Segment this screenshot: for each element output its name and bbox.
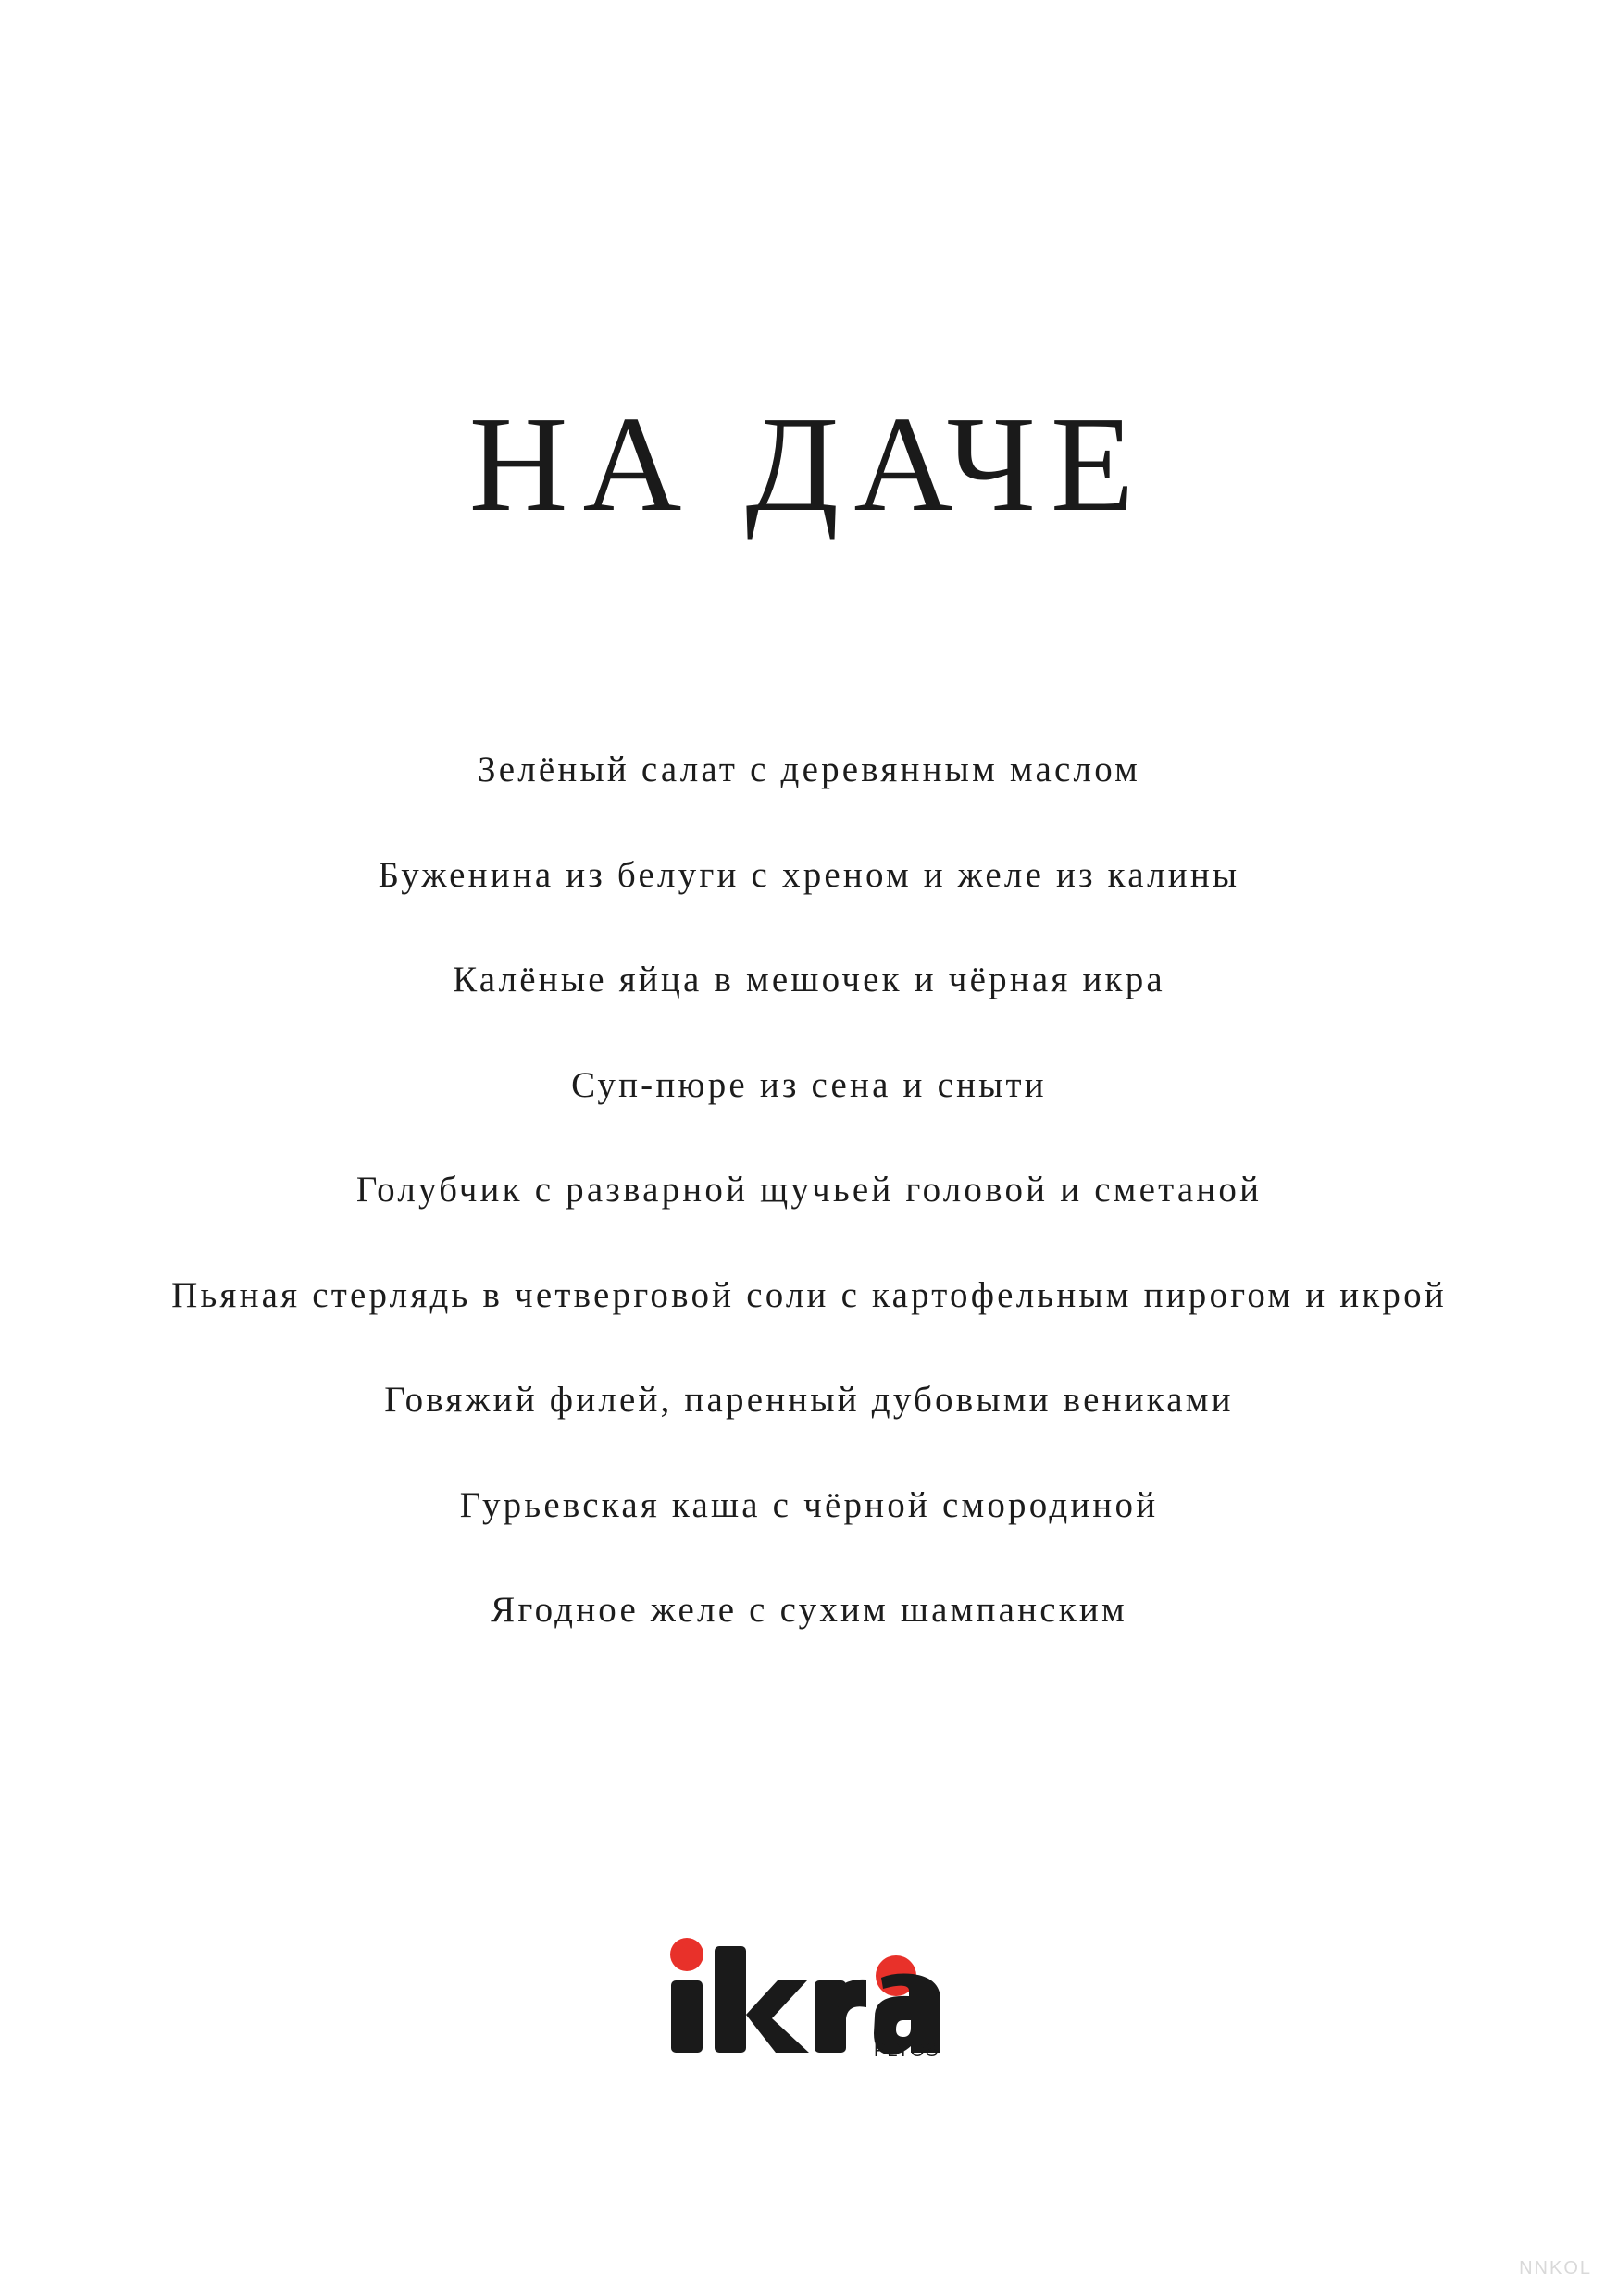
logo-dot-i bbox=[670, 1938, 703, 1971]
dish-item: Говяжий филей, паренный дубовыми вениками bbox=[384, 1380, 1234, 1420]
dish-item: Суп-пюре из сена и сныти bbox=[571, 1064, 1047, 1105]
brand-logo bbox=[666, 1930, 963, 2059]
dish-item: Пьяная стерлядь в четверговой соли с картофельным пирогом и икрой bbox=[171, 1274, 1447, 1315]
dish-item: Зелёный салат с деревянным маслом bbox=[477, 750, 1141, 789]
dish-item: Ягодное желе с сухим шампанским bbox=[491, 1590, 1127, 1630]
ikra-logo-icon bbox=[666, 1930, 963, 2059]
dish-item: Голубчик с разварной щучьей головой и сметаной bbox=[355, 1170, 1263, 1210]
dish-item: Буженина из белуги с хреном и желе из калины bbox=[378, 854, 1240, 895]
brand-subtitle: PLYOS bbox=[874, 2041, 940, 2061]
watermark: NNKOL bbox=[1519, 2258, 1592, 2278]
dish-item: Калёные яйца в мешочек и чёрная икра bbox=[453, 960, 1165, 999]
dish-item: Гурьевская каша с чёрной смородиной bbox=[459, 1484, 1159, 1525]
menu-title: НА ДАЧЕ bbox=[468, 389, 1150, 540]
dish-list bbox=[0, 733, 1618, 1679]
